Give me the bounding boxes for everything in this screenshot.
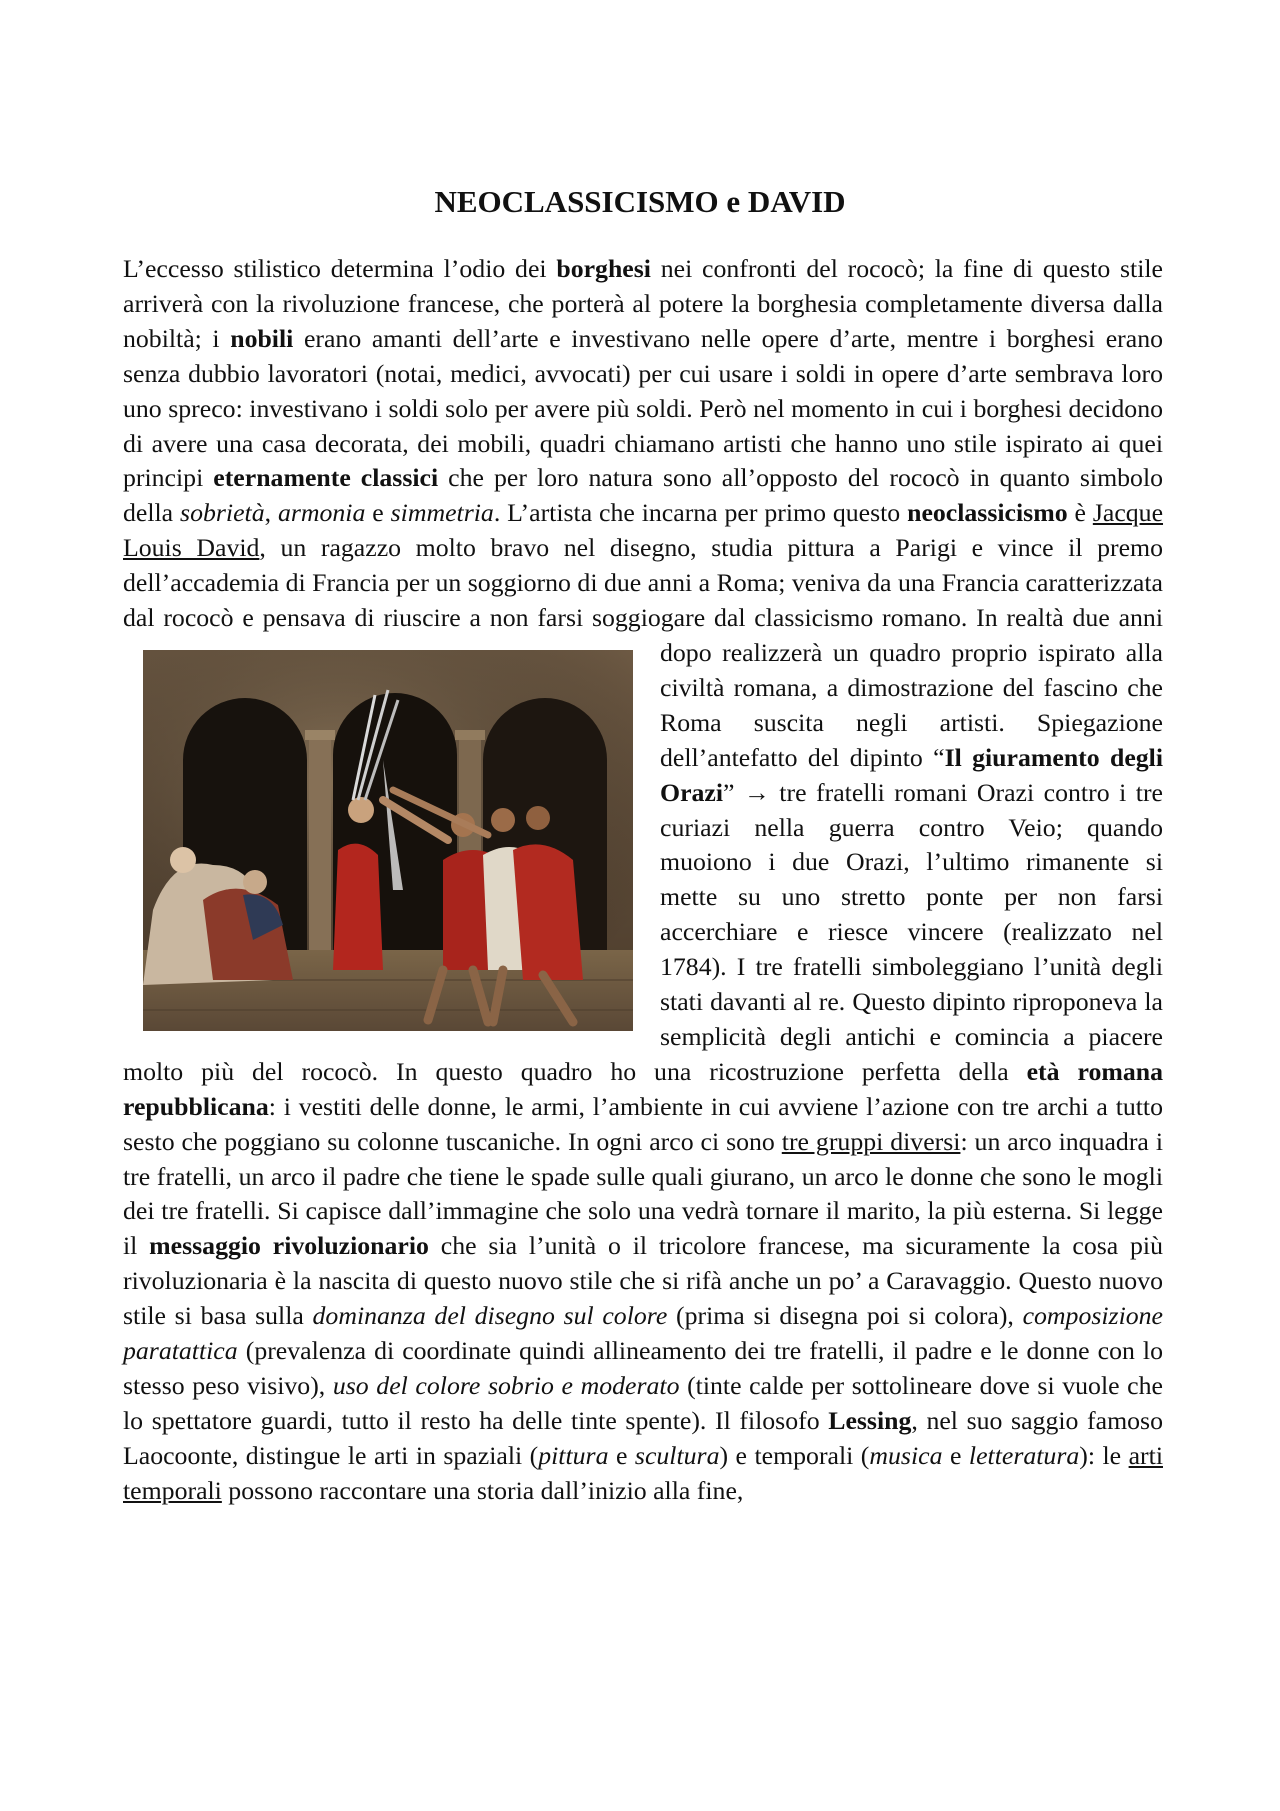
italic-text: uso del colore sobrio e moderato (332, 1371, 680, 1400)
text-run: : un arco inquadra i tre fratelli, un arco il padre che tiene le spade sulle quali giurano, un arco le donne che sono le mogli dei tre fratelli. Si capisce dall’immagine che solo una vedrà tornare il marito, la più esterna. Si legge il (123, 1126, 1163, 1261)
page-title: NEOCLASSICISMO e DAVID (434, 184, 846, 219)
italic-text: simmetria (390, 498, 494, 528)
text-run: possono raccontare una storia dall’inizio alla fine, (221, 1475, 744, 1505)
bold-text: nobili (230, 323, 294, 353)
text-run: realizzerà un quadro proprio ispirato alla civiltà romana, a dimostrazione del fascino che Roma suscita negli artisti. Spiegazione dell’antefatto del dipinto “ (660, 637, 1164, 772)
bold-text: Il giuramento degli Orazi (660, 742, 1164, 807)
text-run: (prevalenza di coordinate quindi allineamento dei tre fratelli, il padre e le donne con lo stesso peso visivo), (123, 1336, 1163, 1400)
text-run: erano amanti dell’arte e investivano nelle opere d’arte, mentre i borghesi erano senza dubbio lavoratori (notai, medici, avvocati) per cui usare i soldi in opere d’arte sembrava loro uno spreco: investivano i soldi solo per avere più soldi. Però nel momento in cui i borghesi decidono di avere una casa decorata, dei mobili, quadri chiamano artisti che hanno uno stile ispirato ai quei principi (123, 323, 1163, 493)
italic-text: pittura (538, 1440, 609, 1470)
italic-text: musica (869, 1440, 943, 1470)
italic-text: armonia (277, 498, 366, 528)
bold-text: borghesi (556, 254, 651, 283)
text-run: (prima si disegna poi si colora), (667, 1301, 1023, 1331)
text-run: e (608, 1440, 635, 1470)
text-run: . L’artista che incarna per primo questo (493, 498, 908, 528)
italic-text: letteratura (968, 1440, 1080, 1470)
italic-text: composizione paratattica (123, 1301, 1163, 1366)
bold-text: età romana repubblicana (123, 1056, 1163, 1121)
bold-text: eternamente classici (213, 463, 439, 493)
text-run: L’eccesso stilistico determina l’odio dei (123, 254, 557, 283)
text-run: , nel suo saggio famoso Laocoonte, distingue le arti in spaziali ( (123, 1405, 1163, 1470)
italic-text: sobrietà (180, 498, 265, 528)
underlined-text: Jacque Louis David (123, 498, 1164, 563)
text-run: nei confronti del rococò; la fine di questo stile arriverà con la rivoluzione francese, che porterà al potere la borghesia completamente diversa dalla nobiltà; i (123, 254, 1163, 353)
text-run: : i vestiti delle donne, le armi, l’ambiente in cui avviene l’azione con tre archi a tutto sesto che poggiano su colonne tuscaniche. In ogni arco ci sono (123, 1091, 1163, 1156)
italic-text: dominanza del disegno sul colore (312, 1301, 668, 1331)
text-run: ” → tre fratelli romani Orazi contro i tre curiazi nella guerra contro Veio; quando muoiono i due Orazi, l’ultimo rimanente si mette su uno stretto ponte per non farsi accerchiare e riesce vincere (realizzato nel 1784). I tre fratelli simboleggiano l’unità degli stati davanti al re. Questo dipinto riproponeva la semplicità degli antichi e comincia a piacere molto più del rococò. In questo quadro ho una ricostruzione perfetta della (123, 777, 1163, 1086)
text-run: ): le (1079, 1440, 1129, 1470)
text-run: che sia l’unità o il tricolore francese, ma sicuramente la cosa più rivoluzionaria è la nascita di questo nuovo stile che si rifà anche un po’ a Caravaggio. Questo nuovo stile si basa sulla (123, 1231, 1163, 1331)
text-run: che per loro natura sono all’opposto del rococò in quanto simbolo della (123, 463, 1164, 528)
text-run: , un ragazzo molto bravo nel disegno, studia pittura a Parigi e vince il premo dell’accademia di Francia per un soggiorno di due anni a Roma; veniva da una Francia caratterizzata dal rococò e pensava di riuscire a non farsi soggiogare dal classicismo romano. In realtà due anni dopo (123, 533, 1163, 667)
text-run: e (942, 1440, 969, 1470)
bold-text: neoclassicismo (907, 498, 1068, 528)
text-run: ) e temporali ( (719, 1440, 870, 1470)
bold-text: Lessing (828, 1405, 912, 1435)
text-run: e (365, 498, 391, 528)
underlined-text: arti temporali (123, 1440, 1163, 1505)
underlined-text: tre gruppi diversi (781, 1126, 961, 1156)
bold-text: messaggio rivoluzionario (149, 1231, 429, 1261)
painting-oath-of-horatii-image (143, 650, 633, 1031)
text-run: è (1067, 498, 1093, 528)
body-text (123, 252, 1163, 1509)
text-run: , (264, 498, 278, 528)
italic-text: scultura (634, 1440, 720, 1470)
text-run: (tinte calde per sottolineare dove si vuole che lo spettatore guardi, tutto il resto ha delle tinte spente). Il filosofo (123, 1371, 1163, 1435)
